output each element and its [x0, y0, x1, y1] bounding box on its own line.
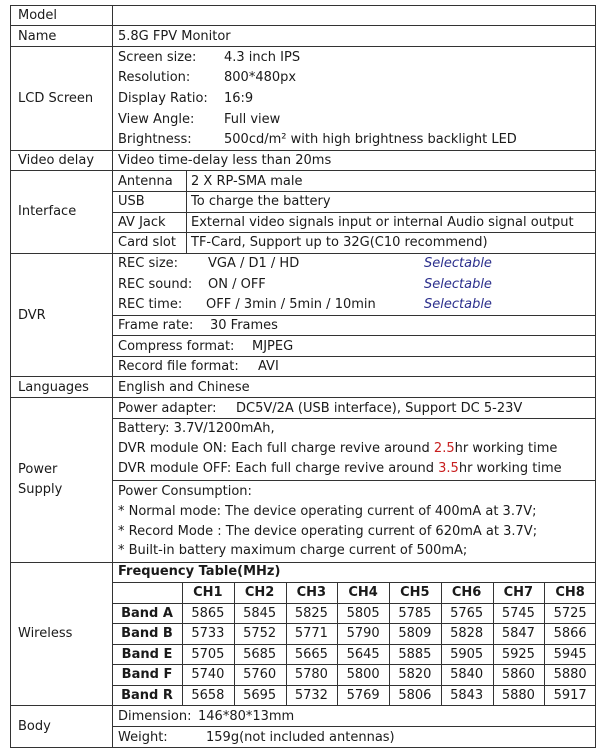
dvr-selectable-note: Selectable [424, 256, 492, 271]
band-label: Band B [121, 626, 173, 641]
channel-header: CH8 [555, 585, 585, 600]
interface-value: 2 X RP-SMA male [191, 174, 303, 189]
frequency-cell: 5865 [191, 605, 225, 621]
inner-divider [112, 335, 596, 336]
lcd-key: Brightness: [118, 132, 192, 147]
dvr-value: AVI [258, 359, 279, 374]
frequency-cell: 5695 [243, 687, 277, 703]
power-dvr-on [118, 441, 557, 457]
inner-divider [112, 315, 596, 316]
frequency-cell: 5845 [243, 605, 277, 621]
label-body: Body [18, 719, 51, 734]
divider-dvr [10, 376, 596, 377]
value-video-delay: Video time-delay less than 20ms [118, 153, 332, 168]
channel-header: CH1 [193, 585, 223, 600]
inner-divider [112, 232, 596, 233]
dvr-off-prefix: DVR module OFF: Each full charge revive around [118, 461, 439, 476]
inner-divider [112, 480, 596, 481]
power-adapter-key: Power adapter: [118, 401, 217, 416]
channel-header: CH6 [451, 585, 482, 600]
channel-header: CH5 [400, 585, 430, 600]
lcd-key: Display Ratio: [118, 91, 208, 106]
divider-name [10, 46, 596, 47]
dvr-key: Record file format: [118, 359, 239, 374]
frequency-cell: 5866 [553, 626, 587, 641]
dvr-key: REC time: [118, 297, 183, 312]
dvr-on-hours: 2.5 [433, 441, 455, 456]
dvr-value: 30 Frames [210, 318, 278, 333]
frequency-cell: 5820 [398, 667, 432, 682]
frequency-cell: 5645 [346, 646, 380, 662]
frequency-cell: 5745 [501, 605, 535, 621]
dvr-off-hours: 3.5 [438, 461, 459, 476]
interface-key: Antenna [118, 174, 173, 189]
label-power-line1: Power [18, 462, 58, 477]
frequency-cell: 5732 [294, 687, 328, 703]
band-label: Band E [121, 646, 173, 662]
frequency-cell: 5665 [294, 646, 328, 662]
frequency-cell: 5917 [553, 687, 587, 703]
power-consumption-line: * Normal mode: The device operating current of 400mA at 3.7V; [118, 504, 537, 519]
body-weight-value: 159g(not included antennas) [206, 730, 395, 745]
frequency-cell: 5705 [191, 646, 225, 662]
label-interface: Interface [18, 204, 77, 219]
frequency-cell: 5771 [294, 626, 328, 641]
frequency-cell: 5760 [243, 667, 277, 682]
label-model: Model [18, 8, 58, 23]
value-name: 5.8G FPV Monitor [118, 29, 231, 44]
frequency-cell: 5925 [501, 646, 535, 662]
dvr-off-suffix: hr working time [458, 461, 562, 476]
dvr-key: REC size: [118, 256, 179, 271]
frequency-cell: 5945 [553, 646, 587, 662]
dvr-selectable-note: Selectable [424, 297, 492, 312]
band-label: Band A [121, 605, 173, 621]
dvr-value: ON / OFF [208, 277, 266, 292]
frequency-cell: 5825 [294, 605, 328, 621]
power-dvr-off [118, 461, 562, 477]
divider-power [10, 562, 596, 563]
lcd-value: Full view [224, 112, 281, 127]
label-wireless: Wireless [18, 626, 73, 641]
power-adapter-value: DC5V/2A (USB interface), Support DC 5-23V [236, 401, 523, 416]
lcd-value: 800*480px [224, 70, 297, 85]
inner-divider [112, 212, 596, 213]
divider-model [10, 25, 596, 26]
frequency-cell: 5790 [346, 626, 380, 641]
dvr-on-suffix: hr working time [454, 441, 558, 456]
body-dimension-key: Dimension: [118, 709, 192, 724]
power-consumption-line: * Record Mode : The device operating current of 620mA at 3.7V; [118, 524, 538, 539]
dvr-key: REC sound: [118, 277, 193, 292]
inner-divider [112, 356, 596, 357]
lcd-key: View Angle: [118, 112, 195, 127]
frequency-cell: 5658 [191, 687, 225, 703]
label-video-delay: Video delay [18, 153, 95, 168]
divider-languages [10, 397, 596, 398]
lcd-value: 500cd/m² with high brightness backlight LED [224, 132, 517, 147]
value-languages: English and Chinese [118, 380, 250, 395]
frequency-cell: 5805 [346, 605, 380, 621]
inner-divider [112, 191, 596, 192]
frequency-table-title: Frequency Table(MHz) [118, 564, 281, 579]
frequency-cell: 5860 [501, 667, 535, 682]
interface-key: Card slot [118, 235, 176, 250]
frequency-cell: 5806 [398, 687, 432, 703]
channel-header: CH3 [296, 585, 327, 600]
divider-video-delay [10, 170, 596, 171]
frequency-cell: 5752 [243, 626, 277, 641]
frequency-cell: 5685 [243, 646, 277, 662]
frequency-cell: 5843 [450, 687, 484, 703]
band-label: Band R [121, 687, 173, 703]
power-battery: Battery: 3.7V/1200mAh, [118, 421, 275, 436]
label-power-line2: Supply [18, 482, 63, 497]
interface-key: USB [118, 194, 145, 209]
interface-key-divider [186, 171, 187, 253]
dvr-key: Frame rate: [118, 318, 194, 333]
power-consumption-title: Power Consumption: [118, 484, 252, 499]
label-dvr: DVR [18, 308, 46, 323]
dvr-value: VGA / D1 / HD [208, 256, 300, 271]
dvr-key: Compress format: [118, 339, 235, 354]
channel-header: CH4 [348, 585, 378, 600]
frequency-cell: 5785 [398, 605, 432, 621]
lcd-key: Resolution: [118, 70, 191, 85]
divider-interface [10, 253, 596, 254]
inner-divider [112, 726, 596, 727]
divider-lcd [10, 150, 596, 151]
lcd-key: Screen size: [118, 50, 197, 65]
frequency-cell: 5880 [501, 687, 535, 703]
label-languages: Languages [18, 380, 89, 395]
frequency-cell: 5880 [553, 667, 587, 682]
dvr-value: OFF / 3min / 5min / 10min [206, 297, 376, 312]
frequency-cell: 5828 [450, 626, 484, 641]
frequency-cell: 5800 [346, 667, 380, 682]
frequency-cell: 5905 [450, 646, 484, 662]
channel-header: CH2 [244, 585, 275, 600]
body-dimension-value: 146*80*13mm [198, 709, 295, 724]
frequency-cell: 5740 [191, 667, 225, 682]
interface-key: AV Jack [118, 215, 166, 230]
frequency-cell: 5733 [191, 626, 225, 641]
interface-value: TF-Card, Support up to 32G(C10 recommend) [191, 235, 488, 250]
frequency-cell: 5725 [553, 605, 587, 621]
lcd-value: 4.3 inch IPS [224, 50, 301, 65]
interface-value: External video signals input or internal Audio signal output [191, 215, 574, 230]
frequency-cell: 5769 [346, 687, 380, 703]
frequency-cell: 5809 [398, 626, 432, 641]
frequency-cell: 5885 [398, 646, 432, 662]
frequency-cell: 5765 [450, 605, 484, 621]
body-weight-key: Weight: [118, 730, 168, 745]
inner-divider [112, 418, 596, 419]
label-lcd-screen: LCD Screen [18, 91, 94, 106]
lcd-value: 16:9 [224, 91, 254, 106]
frequency-cell: 5840 [450, 667, 484, 682]
label-name: Name [18, 29, 57, 44]
power-consumption-line: * Built-in battery maximum charge current of 500mA; [118, 543, 468, 558]
frequency-cell: 5847 [501, 626, 535, 641]
dvr-selectable-note: Selectable [424, 277, 492, 292]
band-label: Band F [121, 667, 173, 682]
channel-header: CH7 [503, 585, 534, 600]
interface-value: To charge the battery [191, 194, 331, 209]
frequency-cell: 5780 [294, 667, 328, 682]
dvr-on-prefix: DVR module ON: Each full charge revive around [118, 441, 434, 456]
dvr-value: MJPEG [252, 339, 294, 354]
